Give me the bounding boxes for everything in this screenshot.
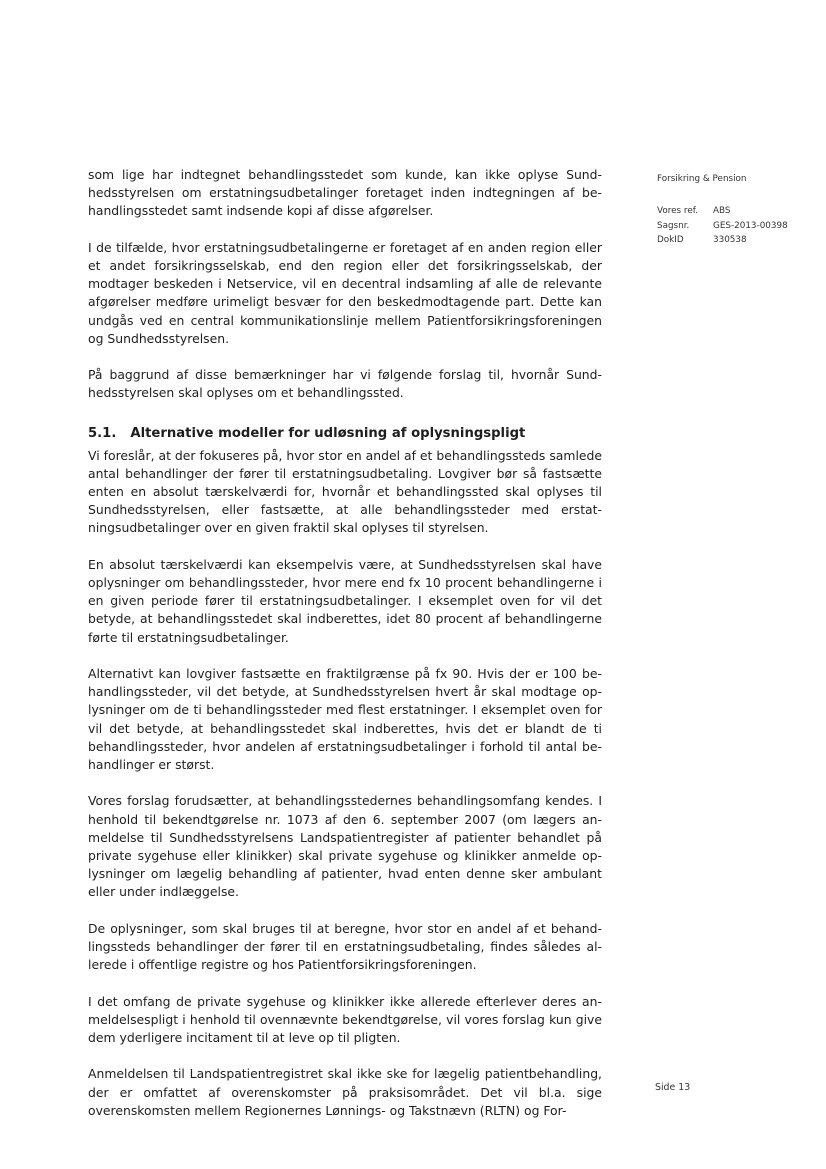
paragraph: som lige har indtegnet behandlingsstedet som kunde, kan ikke oplyse Sundhedsstyrelsen om erstatningsudbetalinger foretaget inden indtegningen af behandlingsstedet samt indsende kopi af disse afgørelser. [88,167,602,219]
reference-value: GES-2013-00398 [713,220,788,231]
section-number: 5.1. [88,425,117,441]
paragraph: En absolut tærskelværdi kan eksempelvis være, at Sundhedsstyrelsen skal have oplysninger om behandlingssteder, hvor mere end fx 10 procent behandlingerne i en given periode fører til erstatningsudbetalinger. I eksemplet oven for vil det betyde, at behandlingsstedet skal indberettes, idet 80 procent af behandlingerne førte til erstatningsudbetalinger. [88,556,602,645]
paragraph: De oplysninger, som skal bruges til at beregne, hvor stor en andel af et behandlingssteds behandlinger der fører til en erstatningsudbetaling, findes således allerede i offentlige registre og hos Patientforsikringsforeningen. [88,920,602,973]
organization-name: Forsikring & Pension [657,174,747,184]
reference-label: Vores ref. [657,206,699,216]
document-sidebar [657,172,807,248]
paragraph: I de tilfælde, hvor erstatningsudbetalingerne er foretaget af en anden region eller et andet forsikringsselskab, end den region eller det forsikringsselskab, der modtager beskeden i Netservice, vil en decentral indsamling af alle de relevante afgørelser medføre urimeligt besvær for den beskedmodtagende part. Dette kan undgås ved en central kommunikationslinje mellem Patientforsikringsforeningen og Sundhedsstyrelsen. [88,239,602,346]
paragraph: Vores forslag forudsætter, at behandlingsstedernes behandlingsomfang kendes. I henhold til bekendtgørelse nr. 1073 af den 6. september 2007 (om lægers anmeldelse til Sundhedsstyrelsens Landspatientregister af patienter behandlet på private sygehuse eller klinikker) skal private sygehuse og klinikker anmelde oplysninger om lægelig behandling af patienter, hvad enten denne sker ambulant eller under indlæggelse. [88,793,602,900]
paragraph: Vi foreslår, at der fokuseres på, hvor stor en andel af et behandlingssteds samlede antal behandlinger der fører til erstatningsudbetaling. Lovgiver bør så fastsætte enten en absolut tærskelværdi for, hvornår et behandlingssted skal oplyses til Sundhedsstyrelsen, eller fastsætte, at alle behandlingssteder med erstatningsudbetalinger over en given fraktil skal oplyses til styrelsen. [88,447,602,536]
page-number: Side 13 [655,1082,691,1093]
reference-value: 330538 [713,235,747,245]
paragraph: På baggrund af disse bemærkninger har vi følgende forslag til, hvornår Sundhedsstyrelsen skal oplyses om et behandlingssted. [88,367,602,401]
reference-row [657,219,788,234]
reference-table [657,204,788,248]
paragraph: Anmeldelsen til Landspatientregistret skal ikke ske for lægelig patientbehandling, der er omfattet af overenskomster på praksisområdet. Det vil bl.a. sige overenskomsten mellem Regionernes Lønnings- og Takstnævn (RLTN) og For- [88,1066,602,1118]
section-title: Alternative modeller for udløsning af oplysningspligt [130,425,526,441]
reference-label: DokID [657,235,684,245]
section-heading [88,425,602,443]
paragraph: I det omfang de private sygehuse og klinikker ikke allerede efterlever deres anmeldelsespligt i henhold til ovennævnte bekendtgørelse, vil vores forslag kun give dem yderligere incitament til at leve op til pligten. [88,993,602,1046]
reference-label: Sagsnr. [657,220,690,231]
reference-value: ABS [713,206,731,216]
reference-row [657,204,788,219]
paragraph: Alternativt kan lovgiver fastsætte en fraktilgrænse på fx 90. Hvis der er 100 behandlingssteder, vil det betyde, at Sundhedsstyrelsen hvert år skal modtage oplysninger om de ti behandlingssteder med flest erstatninger. I eksemplet oven for vil det betyde, at behandlingsstedet skal indberettes, hvis det er blandt de ti behandlingssteder, hvor andelen af erstatningsudbetalinger i forhold til antal behandlinger er størst. [88,666,602,773]
document-body [88,166,602,1138]
reference-row [657,233,788,248]
